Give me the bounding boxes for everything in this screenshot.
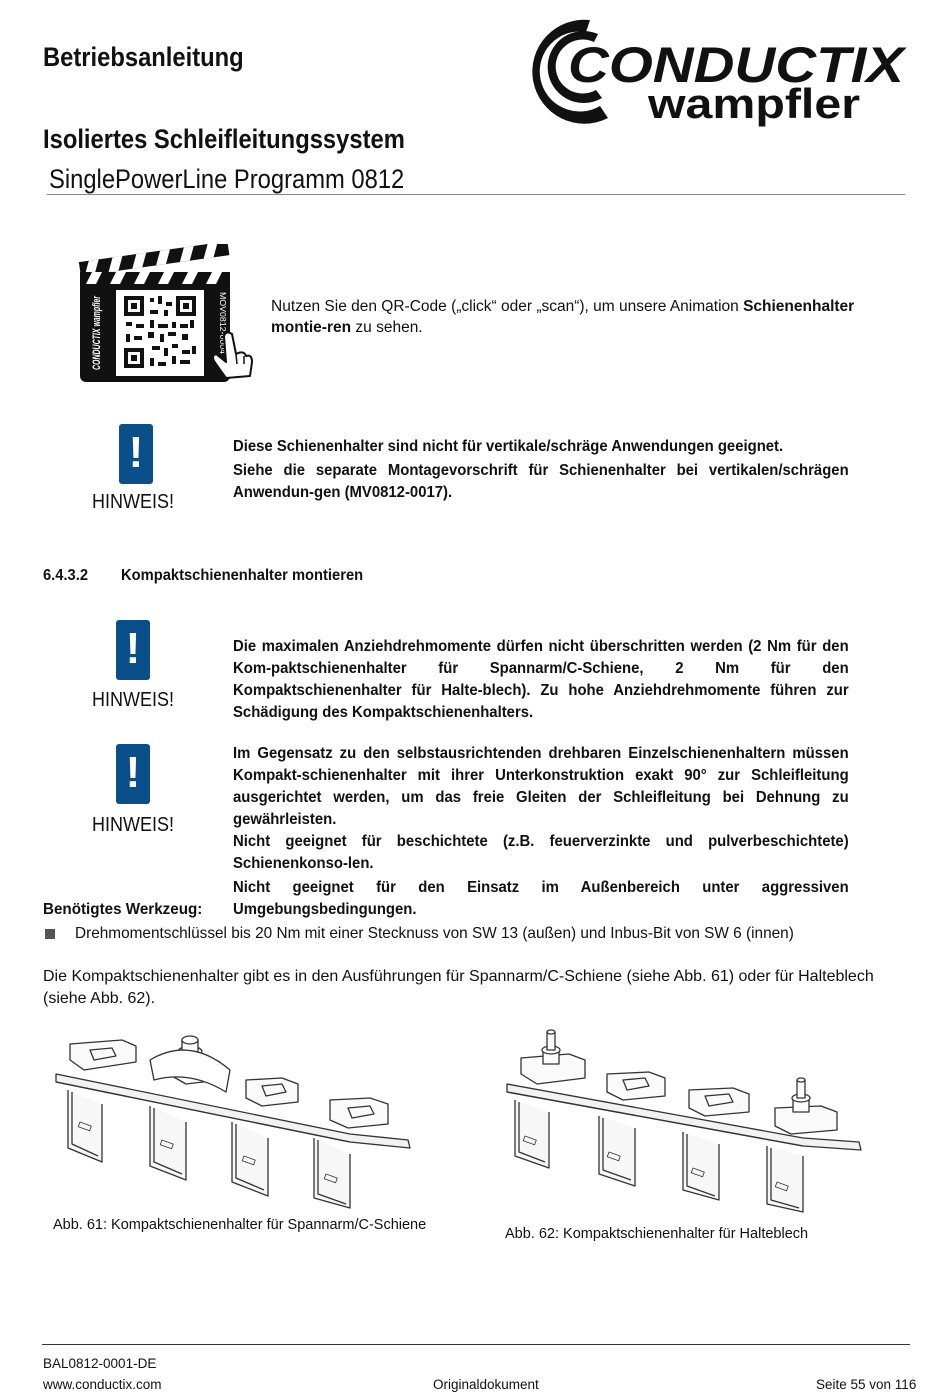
note-paragraph: Diese Schienenhalter sind nicht für vertikale/schräge Anwendungen geeignet.: [233, 438, 784, 455]
document-title: Isoliertes Schleifleitungssystem: [43, 124, 405, 154]
note-paragraph: Siehe die separate Montagevorschrift für Schienenhalter bei vertikalen/schrägen Anwendun-gen (MV0812-0017).: [233, 462, 849, 501]
note-label: HINWEIS!: [92, 689, 175, 711]
figure-61-caption: Abb. 61: Kompaktschienenhalter für Spannarm/C-Schiene: [53, 1217, 427, 1233]
note-paragraph: Im Gegensatz zu den selbstausrichtenden drehbaren Einzelschienenhaltern müssen Kompakt-schienenhalter mit ihrer Unterkonstruktion exakt 90° zur Schleifleitung ausgerichtet werden, um das freie Gleiten der Schleifleitung bei Dehnung zu gewährleisten.: [233, 745, 849, 828]
note-paragraph: Nicht geeignet für den Einsatz im Außenbereich unter aggressiven Umgebungsbedingungen.: [233, 879, 849, 918]
qr-card-brand: CONDUCTIX wampfler: [91, 253, 103, 370]
warning-icon: !: [116, 620, 150, 680]
document-subtitle: SinglePowerLine Programm 0812: [49, 164, 405, 194]
body-paragraph: Die Kompaktschienenhalter gibt es in den Ausführungen für Spannarm/C-Schiene (siehe Abb. 61) oder für Halteblech (siehe Abb. 62).: [43, 968, 874, 1007]
note-text: [233, 636, 849, 724]
section-number: 6.4.3.2: [43, 567, 89, 584]
qr-code-card[interactable]: [76, 244, 254, 386]
figure-62-drawing: [503, 1028, 865, 1213]
bullet-square-icon: [45, 929, 55, 939]
qr-text-bold: Schienenhalter montie-ren: [271, 298, 855, 336]
footer-website-link[interactable]: www.conductix.com: [43, 1377, 162, 1392]
note-text: [233, 743, 849, 921]
note-paragraph: Die maximalen Anziehdrehmomente dürfen nicht überschritten werden (2 Nm für den Kom-paktschienenhalter für Spannarm/C-Schiene, 2 Nm für den Kompaktschienenhalter für Halte-blech). Zu hohe Anziehdrehmomente führen zur Schädigung des Kompaktschienenhalters.: [233, 638, 849, 721]
note-label: HINWEIS!: [92, 814, 175, 836]
figure-62-caption: Abb. 62: Kompaktschienenhalter für Halteblech: [505, 1226, 809, 1242]
header-divider: [47, 194, 905, 195]
qr-text-before: Nutzen Sie den QR-Code („click“ oder „scan“), um unsere Animation: [271, 298, 744, 315]
logo-word-2: wampfler: [646, 80, 860, 127]
footer-page-number: Seite 55 von 116: [816, 1377, 917, 1392]
conductix-wampfler-logo: [528, 14, 908, 136]
warning-icon: !: [119, 424, 153, 484]
tools-heading: Benötigtes Werkzeug:: [43, 901, 203, 918]
logo-word-1: CONDUCTIX: [568, 37, 907, 93]
note-paragraph: Nicht geeignet für beschichtete (z.B. feuerverzinkte und pulverbeschichtete) Schienenkonso-len.: [233, 833, 849, 872]
tools-list-item: Drehmomentschlüssel bis 20 Nm mit einer Stecknuss von SW 13 (außen) und Inbus-Bit von SW 6 (innen): [75, 925, 794, 942]
note-text: [233, 436, 849, 504]
qr-card-code: MOV0812-0004: [218, 292, 227, 349]
footer-divider: [42, 1344, 910, 1345]
qr-text-after: zu sehen.: [351, 319, 423, 336]
qr-instruction-text: [271, 296, 896, 338]
note-label: HINWEIS!: [92, 491, 175, 513]
warning-icon: !: [116, 744, 150, 804]
document-type: Betriebsanleitung: [43, 42, 244, 72]
section-title: Kompaktschienenhalter montieren: [121, 567, 364, 584]
footer-doc-number: BAL0812-0001-DE: [43, 1356, 157, 1371]
figure-61-drawing: [50, 1030, 415, 1210]
footer-center-text: Originaldokument: [433, 1377, 539, 1392]
